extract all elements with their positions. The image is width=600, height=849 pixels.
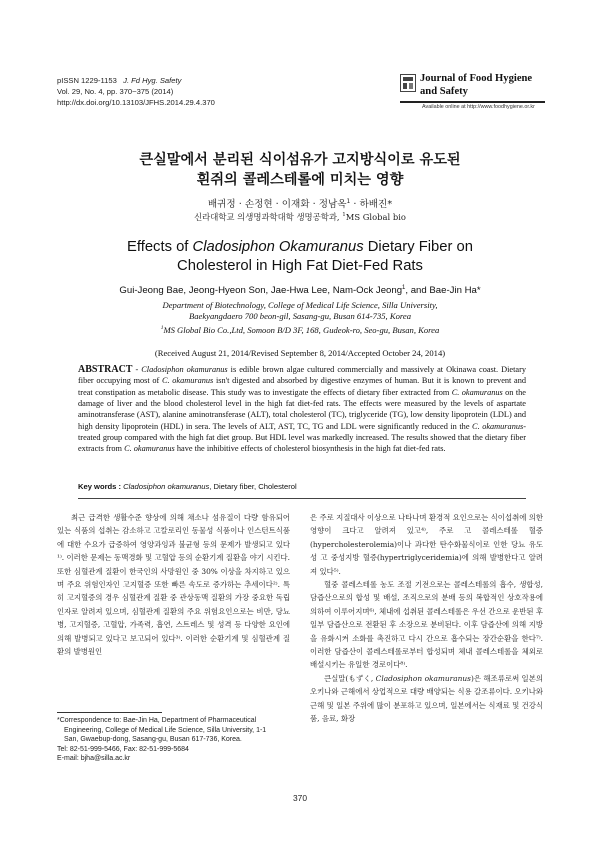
english-title-line1 bbox=[0, 238, 600, 257]
korean-author-sup: 1 bbox=[346, 197, 351, 205]
abstract-species: C. okamuranus bbox=[161, 376, 214, 386]
english-title-post: Dietary Fiber on bbox=[363, 239, 473, 255]
footnote-divider bbox=[57, 712, 162, 713]
english-affiliation bbox=[0, 300, 600, 336]
abstract-species: C. okamuranus bbox=[472, 421, 524, 431]
english-author-sup: 1 bbox=[402, 285, 406, 291]
body-paragraph: 은 주로 지질대사 이상으로 나타나며 환경적 요인으로는 식이섭취에 의한 영향이 크다고 알려져 있고⁴⁾, 주로 고 콜레스테롤 혈증(hypercholesterolemia)이나 과다한 탄수화물식이로 인한 당뇨 유도성 고 중성지방 혈증(hypertriglyceridemia)에 의해 발병한다고 알려져 있다⁵⁾. bbox=[310, 513, 543, 576]
body-species: Cladosiphon okamuranus bbox=[375, 673, 471, 683]
english-title-species: Cladosiphon Okamuranus bbox=[192, 239, 364, 255]
keywords-divider bbox=[78, 498, 526, 499]
abstract-text: on the damage of liver and the blood cholesterol level in the high fat diet-fed rats. The effects were measured by the levels of aspartate aminotransferase (AST), alanine aminotransferase (ALT), total cholesterol (TC), triglyceride (TG), low density lipoprotein (LDL) and high density lipoprotein (HDL) in sera. The levels of ALT, AST, TC, TG and LDL were significantly reduced in the bbox=[78, 387, 526, 431]
keywords-label: Key words : bbox=[78, 482, 124, 491]
abstract-text: have the inhibitive effects of cholesterol biosynthesis in the high fat diet-fed rats. bbox=[174, 444, 446, 454]
english-title bbox=[0, 238, 600, 276]
korean-title-line1: 큰실말에서 분리된 식이섬유가 고지방식이로 유도된 bbox=[139, 152, 461, 168]
abstract-species: Cladosiphon okamuranus bbox=[141, 365, 228, 374]
volume-info: Vol. 29, No. 4, pp. 370~375 (2014) bbox=[57, 87, 174, 96]
footnote-line: *Correspondence to: Bae-Jin Ha, Department of Pharmaceutical bbox=[57, 717, 257, 724]
english-affil-line3 bbox=[0, 323, 600, 336]
correspondence-footnote bbox=[57, 716, 292, 764]
body-text: )은 해조류로써 일본의 오키나와 근해에서 상업적으로 대량 배양되는 식용 갈조류이다. 오키나와 근해 및 일본 주위에 많이 분포하고 있으며, 일본에서는 식재료 및 건강식품, 음료, 화장 bbox=[310, 673, 543, 724]
abstract-species: C. okamuranus bbox=[124, 444, 175, 454]
journal-name bbox=[420, 72, 532, 98]
doi-link[interactable]: http://dx.doi.org/10.13103/JFHS.2014.29.4.370 bbox=[57, 98, 215, 107]
abstract-text: -treated group compared with the high fat diet group. But HDL level was markedly increased. The results showed that the dietary fiber extracts from bbox=[78, 421, 526, 454]
english-title-pre: Effects of bbox=[127, 239, 193, 255]
journal-name-line1: Journal of Food Hygiene bbox=[420, 73, 533, 84]
korean-affil-sup: 1 bbox=[342, 212, 346, 219]
abstract-text: - bbox=[132, 365, 142, 374]
korean-affil-main: 신라대학교 의생명과학대학 생명공학과, bbox=[194, 212, 343, 222]
journal-url[interactable]: Available online at http://www.foodhygiene.or.kr bbox=[422, 104, 535, 110]
journal-metadata bbox=[57, 75, 215, 108]
korean-affiliation bbox=[0, 211, 600, 223]
journal-name-line2: and Safety bbox=[420, 86, 468, 97]
english-author-last: , and Bae-Jin Ha* bbox=[405, 285, 481, 297]
footnote-line: Engineering, College of Medical Life Science, Silla University, 1-1 bbox=[64, 726, 267, 734]
abstract bbox=[78, 364, 526, 455]
footnote-email[interactable]: E-mail: bjha@silla.ac.kr bbox=[57, 755, 131, 763]
korean-author-last: · 하배진* bbox=[350, 199, 393, 210]
english-title-line2: Cholesterol in High Fat Diet-Fed Rats bbox=[177, 258, 423, 274]
page-number: 370 bbox=[293, 793, 307, 803]
korean-affil-end: MS Global bio bbox=[345, 212, 406, 222]
english-affil-line2: Baekyangdaero 700 beon-gil, Sasang-gu, Busan 614-735, Korea bbox=[188, 311, 412, 322]
body-text: 큰실말(もずく, bbox=[324, 673, 376, 683]
body-paragraph bbox=[310, 672, 543, 726]
english-author-list: Gui-Jeong Bae, Jeong-Hyeon Son, Jae-Hwa Lee, Nam-Ock Jeong bbox=[119, 285, 403, 297]
journal-abbr: J. Fd Hyg. Safety bbox=[123, 76, 182, 85]
abstract-text: isn't digested and absorbed by digestive enzymes of human. But it is known to prevent and treat constipation as metabolic disease. This study was to investigate the effects of dietary fiber extracted from bbox=[78, 376, 526, 397]
footnote-line: Tel: 82-51-999-5466, Fax: 82-51-999-5684 bbox=[57, 745, 189, 753]
keywords-species: Cladosiphon okamuranus bbox=[123, 482, 210, 491]
english-affil-line1: Department of Biotechnology, College of Medical Life Science, Silla University, bbox=[162, 300, 438, 310]
keywords-list: , Dietary fiber, Cholesterol bbox=[209, 482, 297, 491]
english-affil-line3-text: MS Global Bio Co.,Ltd, Somoon B/D 3F, 168, Gudeok-ro, Seo-gu, Busan, Korea bbox=[163, 324, 440, 335]
body-paragraph: 최근 급격한 생활수준 향상에 의해 채소나 섬유질이 다량 함유되어 있는 식품의 섭취는 감소하고 고칼로리인 동물성 식품이나 인스턴트식품에 대한 수요가 급증하여 영양과잉과 불균형 등의 문제가 발생되고 있다¹⁾. 이러한 문제는 동맥경화 및 고혈압 등의 순환기계 질환을 야기 시킨다. 또한 심혈관계 질환이 한국인의 사망원인 중 30% 이상을 차지하고 있으며 주요 위험인자인 고지혈증 또한 빠른 속도로 증가하는 추세이다²⁾. 특히 고지혈증의 경우 심혈관계 질환 중 관상동맥 질환의 가장 중요한 독립인자로 알려져 있으며, 심혈관계 질환의 주요 위험요인으로는 비만, 당뇨병, 고지혈증, 고혈압, 가족력, 흡연, 스트레스 및 성격 등 다양한 요인에 의해 발병되고 있다고 보고되어 있다³⁾. 이러한 순환기계 및 심혈관계 질환의 발병원인 bbox=[57, 513, 290, 657]
abstract-text: is edible brown algae cultured commercially and massively at Okinawa coast. Dietary fiber occupying most of bbox=[78, 365, 527, 386]
abstract-label: ABSTRACT bbox=[78, 364, 133, 375]
body-paragraph: 혈중 콜레스테롤 농도 조절 기전으로는 콜레스테롤의 흡수, 생합성, 담즙산으로의 합성 및 배설, 조직으로의 분배 등의 복합적인 상호작용에 의하여 이루어지며⁶⁾, 체내에 섭취된 콜레스테롤은 우선 간으로 운반된 후 일부 담즙산으로 전환된 후 소장으로 분비된다. 이후 담즙산에 의해 지방을 유화시켜 소화를 촉진하고 다시 간으로 흡수되는 장간순환을 한다⁷⁾. 이러한 담즙산이 콜레스테롤로부터 합성되며 체내 콜레스테롤을 체외로 배설시키는 유일한 경로이다⁸⁾. bbox=[310, 580, 543, 670]
journal-rule bbox=[400, 101, 545, 103]
body-column-left bbox=[57, 511, 290, 658]
received-dates: (Received August 21, 2014/Revised September 8, 2014/Accepted October 24, 2014) bbox=[154, 348, 446, 358]
abstract-species: C. okamuranus bbox=[451, 387, 503, 397]
issn: pISSN 1229-1153 bbox=[57, 76, 117, 85]
english-authors bbox=[0, 285, 600, 296]
journal-logo-icon bbox=[400, 74, 416, 92]
korean-authors bbox=[0, 196, 600, 210]
footnote-line: San, Gwaebup-dong, Sasang-gu, Busan 617-736, Korea. bbox=[64, 736, 242, 744]
english-affil-sup: 1 bbox=[160, 324, 164, 331]
korean-title-line2: 흰쥐의 콜레스테롤에 미치는 영향 bbox=[196, 172, 404, 188]
keywords bbox=[78, 482, 526, 491]
korean-author-list: 배귀정 · 손정현 · 이재화 · 정남옥 bbox=[207, 199, 347, 210]
body-column-right bbox=[310, 511, 543, 726]
korean-title bbox=[0, 150, 600, 190]
